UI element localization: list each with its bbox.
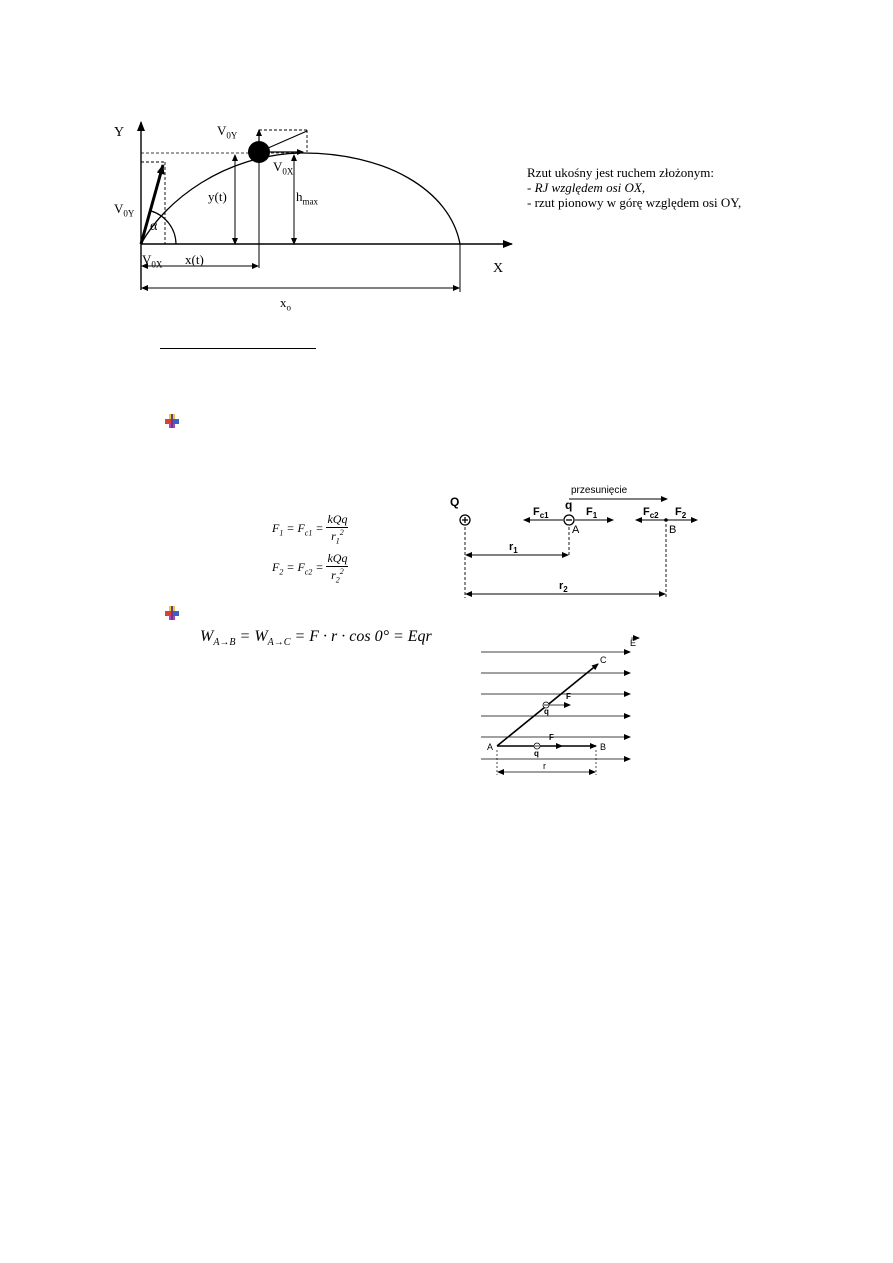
force-upper-label: F [566,692,571,701]
note-line-1: Rzut ukośny jest ruchem złożonym: [527,165,715,180]
r-label: r [543,761,546,771]
axis-x-label: X [493,261,504,276]
note-line-3: - rzut pionowy w górę względem osi OY, [527,195,742,210]
charge-lower-label: q [534,749,539,758]
xt-label: x(t) [185,252,204,267]
v0y-top-label: $V_{0Y}$ [217,123,238,141]
v0x-left-label: $V_{0X}$ [142,252,163,270]
work-formula: $W_{A\to B} = W_{A\to C} = F \cdot r \cdot \cos 0^\circ$ = Eqr [200,628,432,649]
yt-label: y(t) [208,189,227,204]
coulomb-formula-1: $F_1 = F_{c1}$ = kQq $r_1^2$ [272,512,348,546]
note-line-2: - RJ względem osi OX, [527,180,646,195]
v0x-top-label: $V_{0X}$ [273,159,294,177]
r2-label: $r_2$ [559,580,568,595]
fc2-label: $F_{c2}$ [643,506,659,521]
f1-label: $F_1$ [586,506,598,521]
charge-q-label: q [565,498,573,512]
point-a-label: A [572,524,580,536]
field-point-b-label: B [600,742,607,752]
force-lower-label: F [549,733,554,742]
charge-upper-label: q [544,707,549,716]
coulomb-formula-2: $F_2 = F_{c2}$ = kQq $r_2^2$ [272,551,348,585]
hmax-label: $h_{max}$ [296,189,318,207]
point-c-label: C [600,655,607,665]
field-E-label: E [630,638,637,648]
point-b-label: B [669,524,677,536]
alpha-label: α [150,219,158,234]
r1-label: $r_1$ [509,541,518,556]
v0y-left-label: $V_{0Y}$ [114,201,135,219]
xo-label: $x_o$ [280,295,291,313]
charge-Q-label: Q [450,495,460,509]
field-point-a-label: A [487,742,494,752]
f2-label: $F_2$ [675,506,687,521]
axis-y-label: Y [114,125,125,140]
shift-label: przesunięcie [571,485,628,496]
fc1-label: $F_{c1}$ [533,506,549,521]
